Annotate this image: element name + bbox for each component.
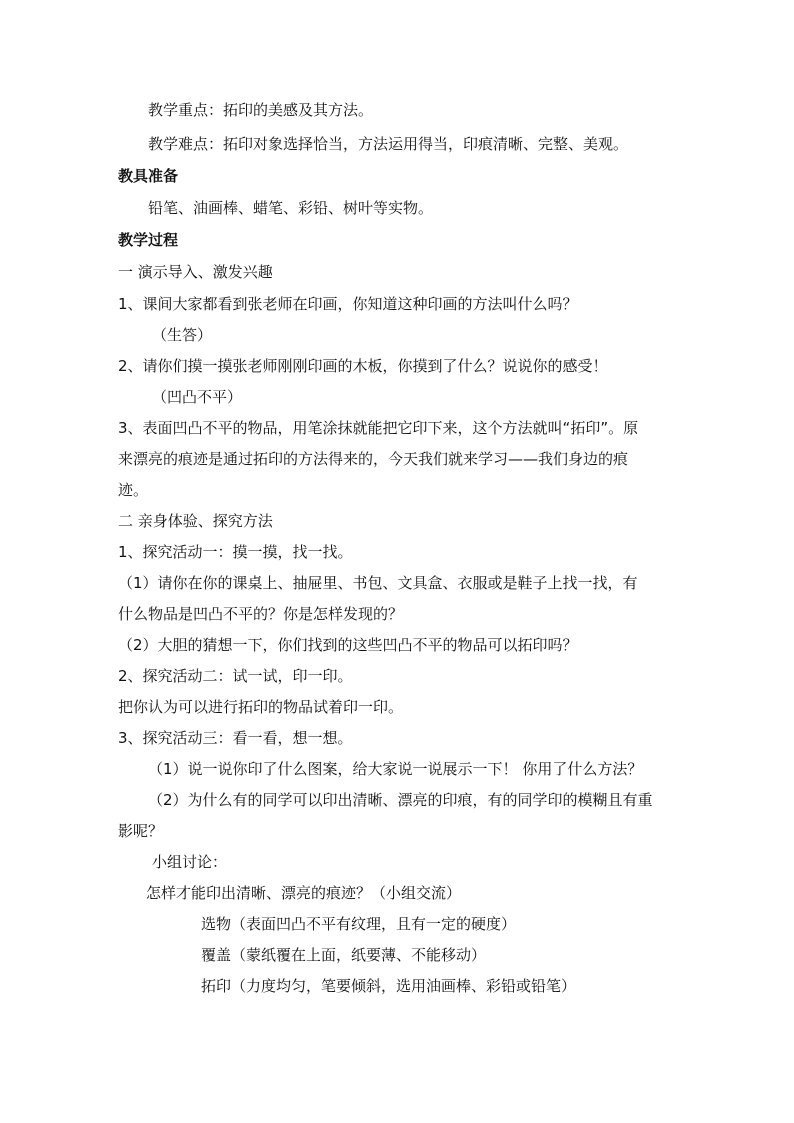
text-line-step-select: 选物（表面凹凸不平有纹理，且有一定的硬度） bbox=[201, 915, 517, 933]
text-line-step-cover: 覆盖（蒙纸覆在上面，纸要薄、不能移动） bbox=[201, 946, 487, 964]
text-line-teaching-focus: 教学重点：拓印的美感及其方法。 bbox=[148, 101, 374, 119]
text-line-question-3a: 3、表面凹凸不平的物品，用笔涂抹就能把它印下来，这个方法就叫“拓印”。原 bbox=[118, 419, 639, 437]
text-line-answer-2: （凹凸不平） bbox=[152, 388, 243, 406]
subsection-heading-explore: 二 亲身体验、探究方法 bbox=[118, 512, 273, 530]
text-line-activity-1-item-1b: 什么物品是凹凸不平的？你是怎样发现的？ bbox=[118, 605, 404, 623]
subsection-heading-intro: 一 演示导入、激发兴趣 bbox=[118, 263, 273, 281]
text-line-question-2: 2、请你们摸一摸张老师刚刚印画的木板，你摸到了什么？说说你的感受！ bbox=[118, 357, 608, 375]
text-line-question-3b: 来漂亮的痕迹是通过拓印的方法得来的，今天我们就来学习——我们身边的痕 bbox=[118, 450, 629, 468]
text-line-question-1: 1、课间大家都看到张老师在印画，你知道这种印画的方法叫什么吗？ bbox=[118, 295, 578, 313]
text-line-group-discussion: 小组讨论： bbox=[152, 853, 228, 871]
section-heading-teaching-aids: 教具准备 bbox=[118, 167, 179, 185]
text-line-activity-3: 3、探究活动三：看一看，想一想。 bbox=[118, 729, 353, 747]
text-line-activity-2-desc: 把你认为可以进行拓印的物品试着印一印。 bbox=[118, 698, 404, 716]
section-heading-teaching-process: 教学过程 bbox=[118, 231, 179, 249]
text-line-discussion-question: 怎样才能印出清晰、漂亮的痕迹？（小组交流） bbox=[146, 884, 462, 902]
text-line-activity-3-item-2b: 影呢？ bbox=[118, 822, 164, 840]
text-line-activity-3-item-2a: （2）为什么有的同学可以印出清晰、漂亮的印痕，有的同学印的模糊且有重 bbox=[148, 791, 653, 809]
text-line-question-3c: 迹。 bbox=[118, 481, 149, 499]
text-line-activity-2: 2、探究活动二：试一试，印一印。 bbox=[118, 667, 353, 685]
text-line-activity-1-item-2: （2）大胆的猜想一下，你们找到的这些凹凸不平的物品可以拓印吗？ bbox=[118, 636, 578, 654]
text-line-activity-1-item-1a: （1）请你在你的课桌上、抽屉里、书包、文具盒、衣服或是鞋子上找一找，有 bbox=[118, 574, 638, 592]
text-line-step-rub: 拓印（力度均匀，笔要倾斜，选用油画棒、彩铅或铅笔） bbox=[201, 977, 577, 995]
text-line-teaching-difficulty: 教学难点：拓印对象选择恰当，方法运用得当，印痕清晰、完整、美观。 bbox=[148, 135, 629, 153]
text-line-materials: 铅笔、油画棒、蜡笔、彩铅、树叶等实物。 bbox=[148, 199, 434, 217]
text-line-answer-1: （生答） bbox=[152, 326, 213, 344]
text-line-activity-1: 1、探究活动一：摸一摸，找一找。 bbox=[118, 543, 353, 561]
text-line-activity-3-item-1: （1）说一说你印了什么图案，给大家说一说展示一下！ 你用了什么方法？ bbox=[148, 760, 643, 778]
